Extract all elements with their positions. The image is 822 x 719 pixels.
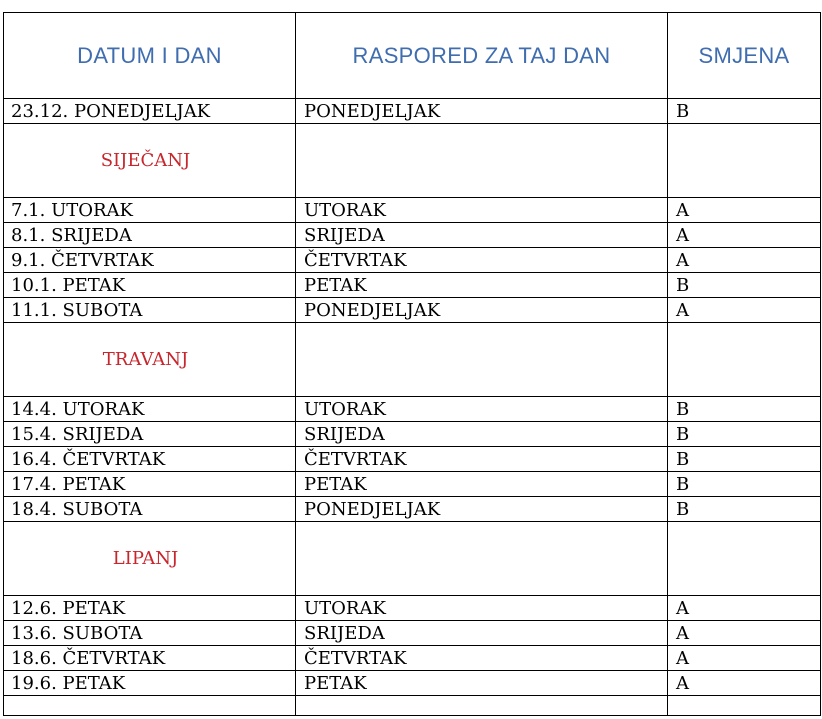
schedule-cell: UTORAK — [296, 198, 668, 223]
header-schedule: RASPORED ZA TAJ DAN — [296, 13, 668, 99]
schedule-cell: ČETVRTAK — [296, 248, 668, 273]
empty-cell — [668, 696, 821, 716]
schedule-table — [3, 12, 821, 716]
date-cell: 9.1. ČETVRTAK — [4, 248, 296, 273]
table-row — [4, 646, 821, 671]
month-label: TRAVANJ — [4, 323, 296, 397]
table-row — [4, 596, 821, 621]
header-date-day: DATUM I DAN — [4, 13, 296, 99]
schedule-cell: PONEDJELJAK — [296, 99, 668, 124]
date-cell: 8.1. SRIJEDA — [4, 223, 296, 248]
shift-cell: A — [668, 198, 821, 223]
date-cell: 19.6. PETAK — [4, 671, 296, 696]
month-row — [4, 124, 821, 198]
table-row — [4, 99, 821, 124]
header-shift: SMJENA — [668, 13, 821, 99]
date-cell: 17.4. PETAK — [4, 472, 296, 497]
date-cell: 18.6. ČETVRTAK — [4, 646, 296, 671]
date-cell: 18.4. SUBOTA — [4, 497, 296, 522]
date-cell: 7.1. UTORAK — [4, 198, 296, 223]
date-cell: 15.4. SRIJEDA — [4, 422, 296, 447]
table-row — [4, 497, 821, 522]
date-cell: 13.6. SUBOTA — [4, 621, 296, 646]
schedule-cell: PONEDJELJAK — [296, 298, 668, 323]
empty-cell — [296, 124, 668, 198]
schedule-cell: UTORAK — [296, 397, 668, 422]
date-cell: 23.12. PONEDJELJAK — [4, 99, 296, 124]
table-row — [4, 298, 821, 323]
shift-cell: A — [668, 671, 821, 696]
empty-cell — [296, 696, 668, 716]
shift-cell: A — [668, 596, 821, 621]
shift-cell: B — [668, 397, 821, 422]
shift-cell: B — [668, 472, 821, 497]
schedule-cell: PETAK — [296, 273, 668, 298]
shift-cell: A — [668, 646, 821, 671]
table-row — [4, 198, 821, 223]
table-row — [4, 671, 821, 696]
schedule-cell: PETAK — [296, 671, 668, 696]
date-cell: 11.1. SUBOTA — [4, 298, 296, 323]
shift-cell: B — [668, 273, 821, 298]
table-row — [4, 273, 821, 298]
date-cell: 16.4. ČETVRTAK — [4, 447, 296, 472]
schedule-cell: SRIJEDA — [296, 223, 668, 248]
shift-cell: A — [668, 223, 821, 248]
empty-cell — [296, 323, 668, 397]
date-cell: 10.1. PETAK — [4, 273, 296, 298]
shift-cell: B — [668, 99, 821, 124]
shift-cell: B — [668, 497, 821, 522]
empty-cell — [668, 323, 821, 397]
month-row — [4, 323, 821, 397]
empty-row — [4, 696, 821, 716]
table-row — [4, 447, 821, 472]
schedule-cell: PONEDJELJAK — [296, 497, 668, 522]
schedule-cell: ČETVRTAK — [296, 447, 668, 472]
shift-cell: A — [668, 621, 821, 646]
month-label: SIJEČANJ — [4, 124, 296, 198]
schedule-cell: ČETVRTAK — [296, 646, 668, 671]
schedule-cell: SRIJEDA — [296, 621, 668, 646]
date-cell: 14.4. UTORAK — [4, 397, 296, 422]
month-row — [4, 522, 821, 596]
shift-cell: A — [668, 248, 821, 273]
shift-cell: B — [668, 422, 821, 447]
table-row — [4, 621, 821, 646]
shift-cell: B — [668, 447, 821, 472]
date-cell: 12.6. PETAK — [4, 596, 296, 621]
month-label: LIPANJ — [4, 522, 296, 596]
schedule-cell: PETAK — [296, 472, 668, 497]
schedule-cell: SRIJEDA — [296, 422, 668, 447]
table-row — [4, 223, 821, 248]
shift-cell: A — [668, 298, 821, 323]
table-row — [4, 397, 821, 422]
empty-cell — [668, 522, 821, 596]
empty-cell — [4, 696, 296, 716]
schedule-cell: UTORAK — [296, 596, 668, 621]
empty-cell — [296, 522, 668, 596]
empty-cell — [668, 124, 821, 198]
table-row — [4, 248, 821, 273]
table-row — [4, 422, 821, 447]
header-row — [4, 13, 821, 99]
table-row — [4, 472, 821, 497]
